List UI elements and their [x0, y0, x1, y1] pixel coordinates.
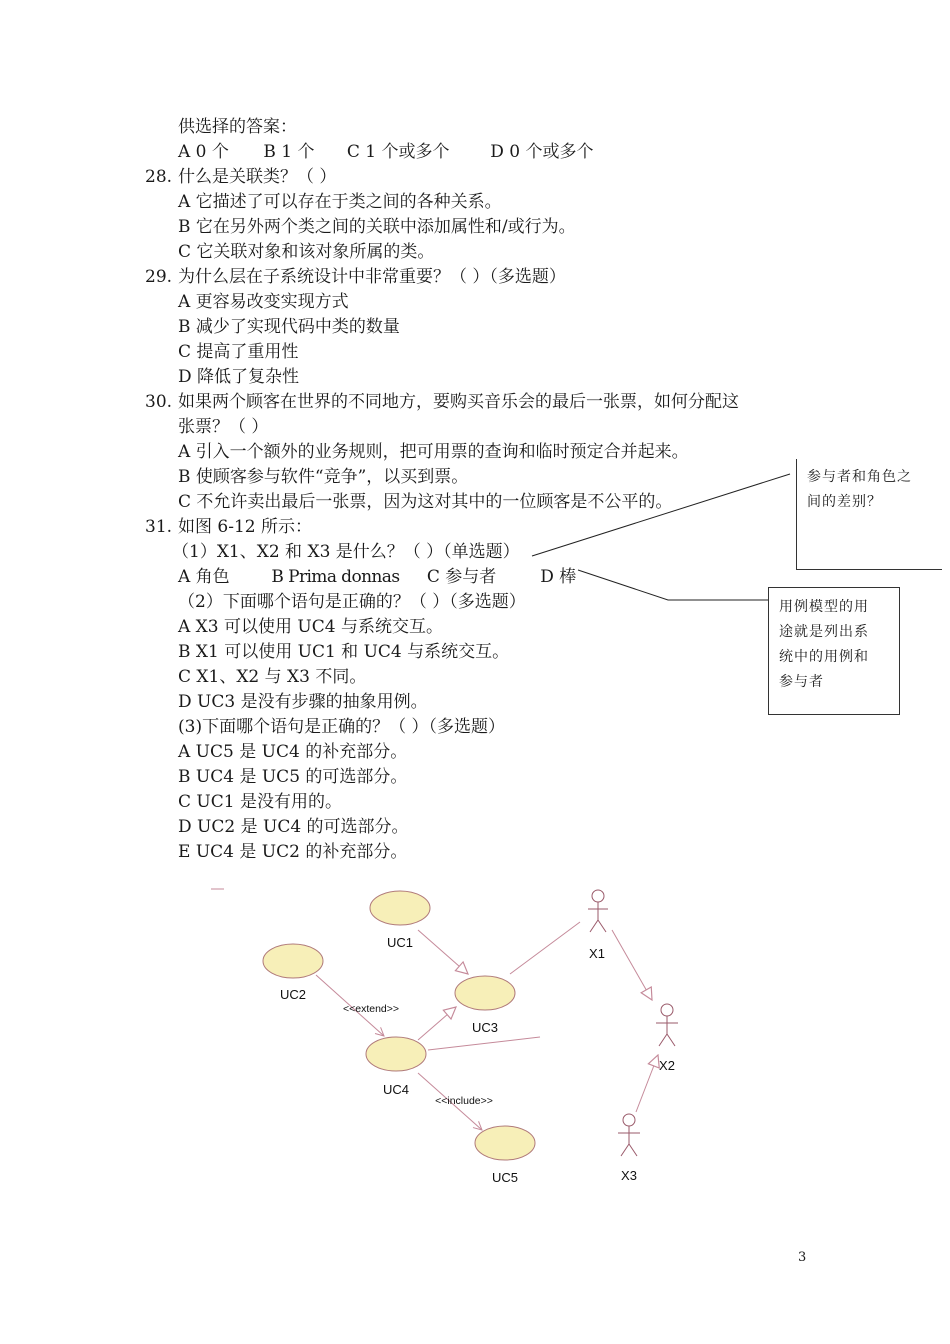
- option: C 它关联对象和该对象所属的类。: [178, 242, 435, 262]
- option: B UC4 是 UC5 的可选部分。: [178, 767, 408, 787]
- option: C 不允许卖出最后一张票，因为这对其中的一位顾客是不公平的。: [178, 492, 673, 512]
- option: D 棒: [540, 567, 577, 587]
- question-text: 什么是关联类？（ ）: [178, 167, 337, 187]
- use-case-uc4: [366, 1037, 426, 1071]
- use-case-uc5: [475, 1126, 535, 1160]
- include-stereotype: <<include>>: [435, 1095, 493, 1107]
- sub-question: （2）下面哪个语句是正确的？（ ）（多选题）: [178, 592, 526, 612]
- question-text-continued: 张票？（ ）: [178, 417, 269, 437]
- association-x1-uc3: [510, 922, 580, 974]
- use-case-label: UC5: [491, 1170, 519, 1185]
- answer-choice: C 1 个或多个: [346, 142, 450, 162]
- question-number: 30.: [145, 392, 173, 412]
- comment-text: 参与者: [779, 674, 824, 690]
- question-text: 如图 6-12 所示：: [178, 517, 312, 537]
- extend-stereotype: <<extend>>: [342, 1003, 400, 1015]
- page-number: 3: [798, 1250, 807, 1265]
- option: A 它描述了可以存在于类之间的各种关系。: [178, 192, 502, 212]
- option: B 使顾客参与软件“竞争”，以买到票。: [178, 467, 469, 487]
- use-case-label: UC2: [279, 987, 307, 1002]
- option: C 参与者: [426, 567, 497, 587]
- option: C UC1 是没有用的。: [178, 792, 342, 812]
- generalization-x1-x2: [612, 930, 652, 1000]
- comment-text: 途就是列出系: [779, 624, 869, 640]
- option: B Prima donnas: [271, 567, 400, 587]
- comment-text: 统中的用例和: [779, 649, 869, 665]
- option: A 角色: [178, 567, 230, 587]
- question-text: 为什么层在子系统设计中非常重要？（ ）（多选题）: [178, 267, 566, 287]
- question-text: 如果两个顾客在世界的不同地方，要购买音乐会的最后一张票，如何分配这: [178, 392, 739, 412]
- question-number: 29.: [145, 267, 173, 287]
- actor-x3-icon: [618, 1114, 640, 1156]
- option: A 更容易改变实现方式: [178, 292, 349, 312]
- option: D UC2 是 UC4 的可选部分。: [178, 817, 409, 837]
- use-case-uc1: [370, 891, 430, 925]
- option: A 引入一个额外的业务规则，把可用票的查询和临时预定合并起来。: [178, 442, 689, 462]
- sub-question: (3)下面哪个语句是正确的？（ ）（多选题）: [178, 717, 505, 737]
- answer-choices-prompt: 供选择的答案：: [178, 117, 297, 137]
- use-case-label: UC4: [382, 1082, 410, 1097]
- answer-choice: A 0 个: [178, 142, 229, 162]
- option: C 提高了重用性: [178, 342, 299, 362]
- question-number: 28.: [145, 167, 173, 187]
- use-case-uc2: [263, 944, 323, 978]
- actor-label: X3: [621, 1168, 637, 1183]
- question-number: 31.: [145, 517, 173, 537]
- option: A UC5 是 UC4 的补充部分。: [178, 742, 408, 762]
- option: A X3 可以使用 UC4 与系统交互。: [178, 617, 443, 637]
- use-case-uc3: [455, 976, 515, 1010]
- answer-choice: D 0 个或多个: [490, 142, 594, 162]
- actor-label: X1: [589, 946, 605, 961]
- comment-text: 间的差别？: [807, 494, 882, 510]
- option: C X1、X2 与 X3 不同。: [178, 667, 367, 687]
- use-case-label: UC3: [471, 1020, 499, 1035]
- sub-question: （1）X1、X2 和 X3 是什么？（ ）（单选题）: [172, 542, 520, 562]
- association-uc4: [428, 1037, 540, 1050]
- option: B 它在另外两个类之间的关联中添加属性和/或行为。: [178, 217, 576, 237]
- comment-text: 参与者和角色之: [807, 469, 912, 485]
- generalization-uc4-uc3: [418, 1007, 456, 1040]
- option: D UC3 是没有步骤的抽象用例。: [178, 692, 428, 712]
- generalization-x3-x2: [636, 1055, 658, 1112]
- option: D 降低了复杂性: [178, 367, 300, 387]
- actor-x2-icon: [656, 1004, 678, 1046]
- option: E UC4 是 UC2 的补充部分。: [178, 842, 408, 862]
- option: B 减少了实现代码中类的数量: [178, 317, 400, 337]
- actor-label: X2: [659, 1058, 675, 1073]
- actor-x1-icon: [588, 890, 608, 932]
- comment-text: 用例模型的用: [779, 599, 869, 615]
- generalization-uc1-uc3: [418, 930, 468, 974]
- use-case-label: UC1: [386, 935, 414, 950]
- option: B X1 可以使用 UC1 和 UC4 与系统交互。: [178, 642, 510, 662]
- answer-choice: B 1 个: [263, 142, 315, 162]
